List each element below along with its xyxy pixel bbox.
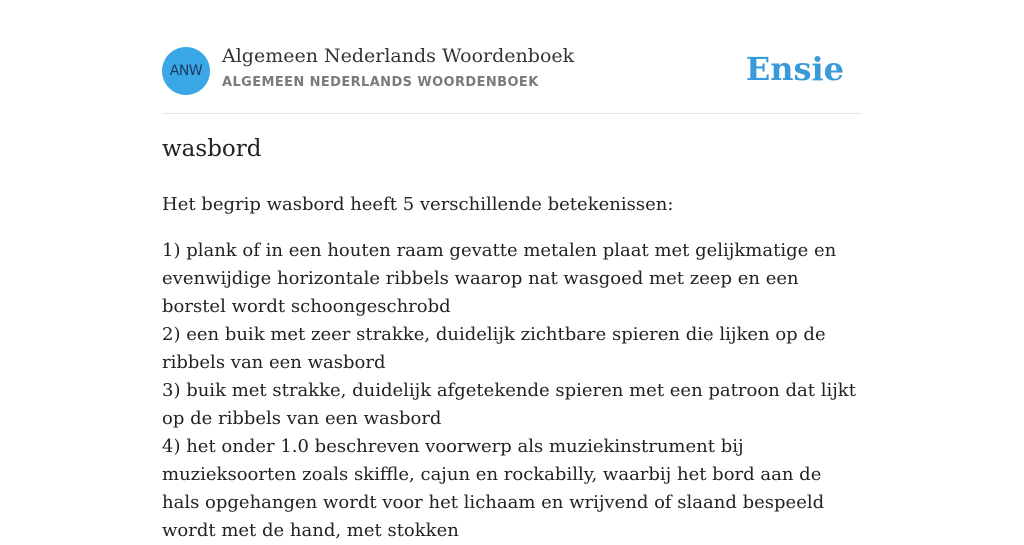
site-header (162, 0, 862, 114)
meaning-item: 2) een buik met zeer strakke, duidelijk zichtbare spieren die lijken op de ribbels van een wasbord (162, 324, 826, 373)
ensie-brand-logo[interactable]: Ensie (745, 50, 844, 88)
logo-text: ANW (169, 63, 203, 79)
entry-intro: Het begrip wasbord heeft 5 verschillende betekenissen: (162, 194, 674, 215)
site-title[interactable]: Algemeen Nederlands Woordenboek (222, 45, 575, 67)
meaning-item: 3) buik met strakke, duidelijk afgetekende spieren met een patroon dat lijkt op de ribbels van een wasbord (162, 380, 856, 429)
content-container (162, 0, 862, 541)
meanings-list (162, 237, 862, 545)
meaning-item: 4) het onder 1.0 beschreven voorwerp als muziekinstrument bij muzieksoorten zoals skiffle, cajun en rockabilly, waarbij het bord aan de hals opgehangen wordt voor het lichaam en wrijvend of slaand bespeeld wordt met de hand, met stokken (162, 436, 825, 541)
site-subtitle: ALGEMEEN NEDERLANDS WOORDENBOEK (222, 75, 539, 90)
anw-logo[interactable] (162, 47, 210, 95)
entry-word: wasbord (162, 136, 262, 162)
meaning-item: 1) plank of in een houten raam gevatte metalen plaat met gelijkmatige en evenwijdige horizontale ribbels waarop nat wasgoed met zeep en een borstel wordt schoongeschrobd (162, 240, 837, 317)
